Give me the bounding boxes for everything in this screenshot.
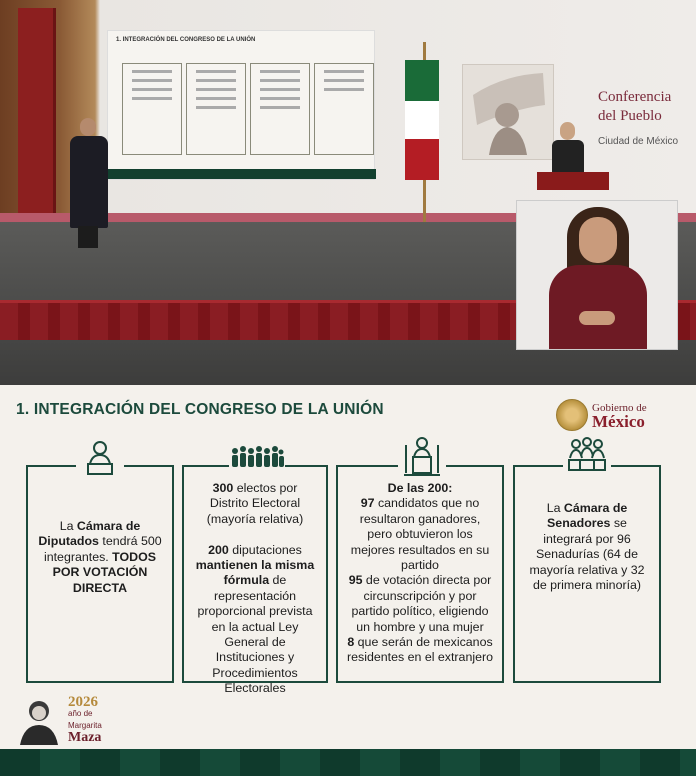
year-badge <box>14 695 102 745</box>
projected-card <box>314 63 374 155</box>
sign-language-interpreter <box>516 200 678 350</box>
badge-name-line1: Margarita <box>68 721 102 730</box>
badge-subtitle: año de <box>68 709 93 718</box>
presentation-slide <box>0 385 696 776</box>
badge-year: 2026 <box>68 694 98 710</box>
card-text: La Cámara de Diputados tendrá 500 integrantes. TODOS POR VOTACIÓN DIRECTA <box>38 519 162 595</box>
card-text: La Cámara de Senadores se integrará por 96 Senadurías (64 de mayoría relativa y 32 de primera minoría) <box>529 501 645 593</box>
projected-card <box>250 63 310 155</box>
logo-line2: México <box>592 412 645 431</box>
gobierno-de-mexico-logo <box>556 399 647 431</box>
seal-icon <box>556 399 588 431</box>
video-feed <box>0 0 696 385</box>
podium <box>537 172 609 190</box>
logo-line1: Gobierno de <box>592 402 647 414</box>
projected-footer-bar <box>108 169 376 179</box>
podium-icon <box>398 433 446 479</box>
footer-pattern-bar <box>0 749 696 776</box>
presenter-figure <box>68 118 110 248</box>
badge-name-line2: Maza <box>68 730 102 745</box>
card-de-las-200 <box>336 465 504 683</box>
projected-slide-title: 1. INTEGRACIÓN DEL CONGRESO DE LA UNIÓN <box>116 37 256 43</box>
portrait-banner <box>462 64 554 160</box>
crowd-icon <box>229 435 285 481</box>
projected-card <box>122 63 182 155</box>
card-text: 300 electos por Distrito Electoral (mayoría relativa) 200 diputaciones mantienen la misma fórmula de representación proporcional prevista en la actual Ley General de Instituciones y Procedimientos Electorales <box>195 481 315 696</box>
card-text: De las 200: 97 candidatos que no resultaron ganadores, pero obtuvieron los mejores resultados en su partido 95 de votación directa por circunscripción y por partido político, eligiendo un hombre y una mujer 8 que serán de mexicanos residentes en el extranjero <box>346 481 494 665</box>
speaker-at-podium-icon <box>76 435 124 481</box>
card-camara-senadores <box>513 465 661 683</box>
senators-icon <box>563 433 611 479</box>
mexican-flag <box>405 60 439 180</box>
projected-card <box>186 63 246 155</box>
margarita-maza-portrait <box>14 695 64 745</box>
card-camara-diputados <box>26 465 174 683</box>
speaker-figure <box>552 122 584 174</box>
slide-title: 1. INTEGRACIÓN DEL CONGRESO DE LA UNIÓN <box>16 401 384 418</box>
red-column <box>18 8 56 226</box>
card-diputaciones <box>182 465 328 696</box>
conference-title: Conferencia del Pueblo <box>598 89 672 124</box>
conference-location: Ciudad de México <box>598 136 679 147</box>
projected-slide <box>107 30 375 180</box>
